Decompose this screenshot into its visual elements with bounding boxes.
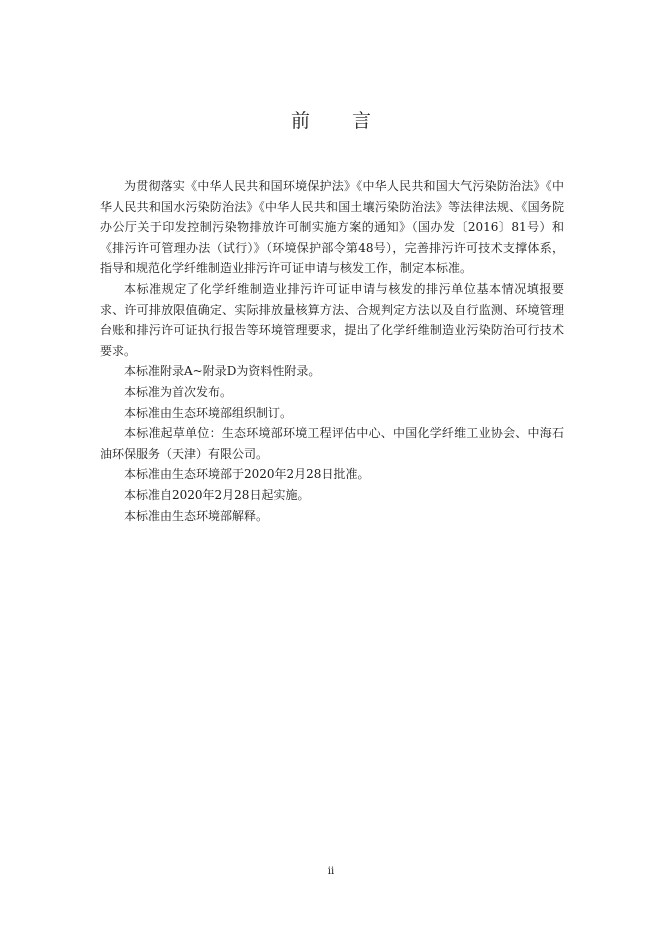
paragraph-organizer: 本标准由生态环境部组织制订。 [124, 405, 293, 420]
page-title: 前 言 [290, 110, 390, 132]
page-number: ii [327, 866, 335, 877]
paragraph-drafters: 本标准起草单位：生态环境部环境工程评估中心、中国化学纤维工业协会、中海石油环保服务（天津）有限公司。 [100, 426, 564, 461]
paragraph-approval: 本标准由生态环境部于2020年2月28日批准。 [124, 467, 370, 482]
paragraph-interpretation: 本标准由生态环境部解释。 [124, 508, 269, 523]
paragraph-appendix: 本标准附录A~附录D为资料性附录。 [124, 364, 321, 379]
foreword-body [100, 176, 564, 526]
paragraph-purpose: 为贯彻落实《中华人民共和国环境保护法》《中华人民共和国大气污染防治法》《中华人民共和国水污染防治法》《中华人民共和国土壤污染防治法》等法律法规、《国务院办公厅关于印发控制污染物排放许可制实施方案的通知》（国办发〔2016〕81号）和《排污许可管理办法（试行）》（环境保护部令第48号），完善排污许可技术支撑体系，指导和规范化学纤维制造业排污许可证申请与核发工作，制定本标准。 [100, 179, 564, 276]
paragraph-first-release: 本标准为首次发布。 [124, 384, 233, 399]
paragraph-scope: 本标准规定了化学纤维制造业排污许可证申请与核发的排污单位基本情况填报要求、许可排放限值确定、实际排放量核算方法、合规判定方法以及自行监测、环境管理台账和排污许可证执行报告等环境管理要求，提出了化学纤维制造业污染防治可行技术要求。 [100, 281, 564, 358]
paragraph-effective: 本标准自2020年2月28日起实施。 [124, 487, 310, 502]
